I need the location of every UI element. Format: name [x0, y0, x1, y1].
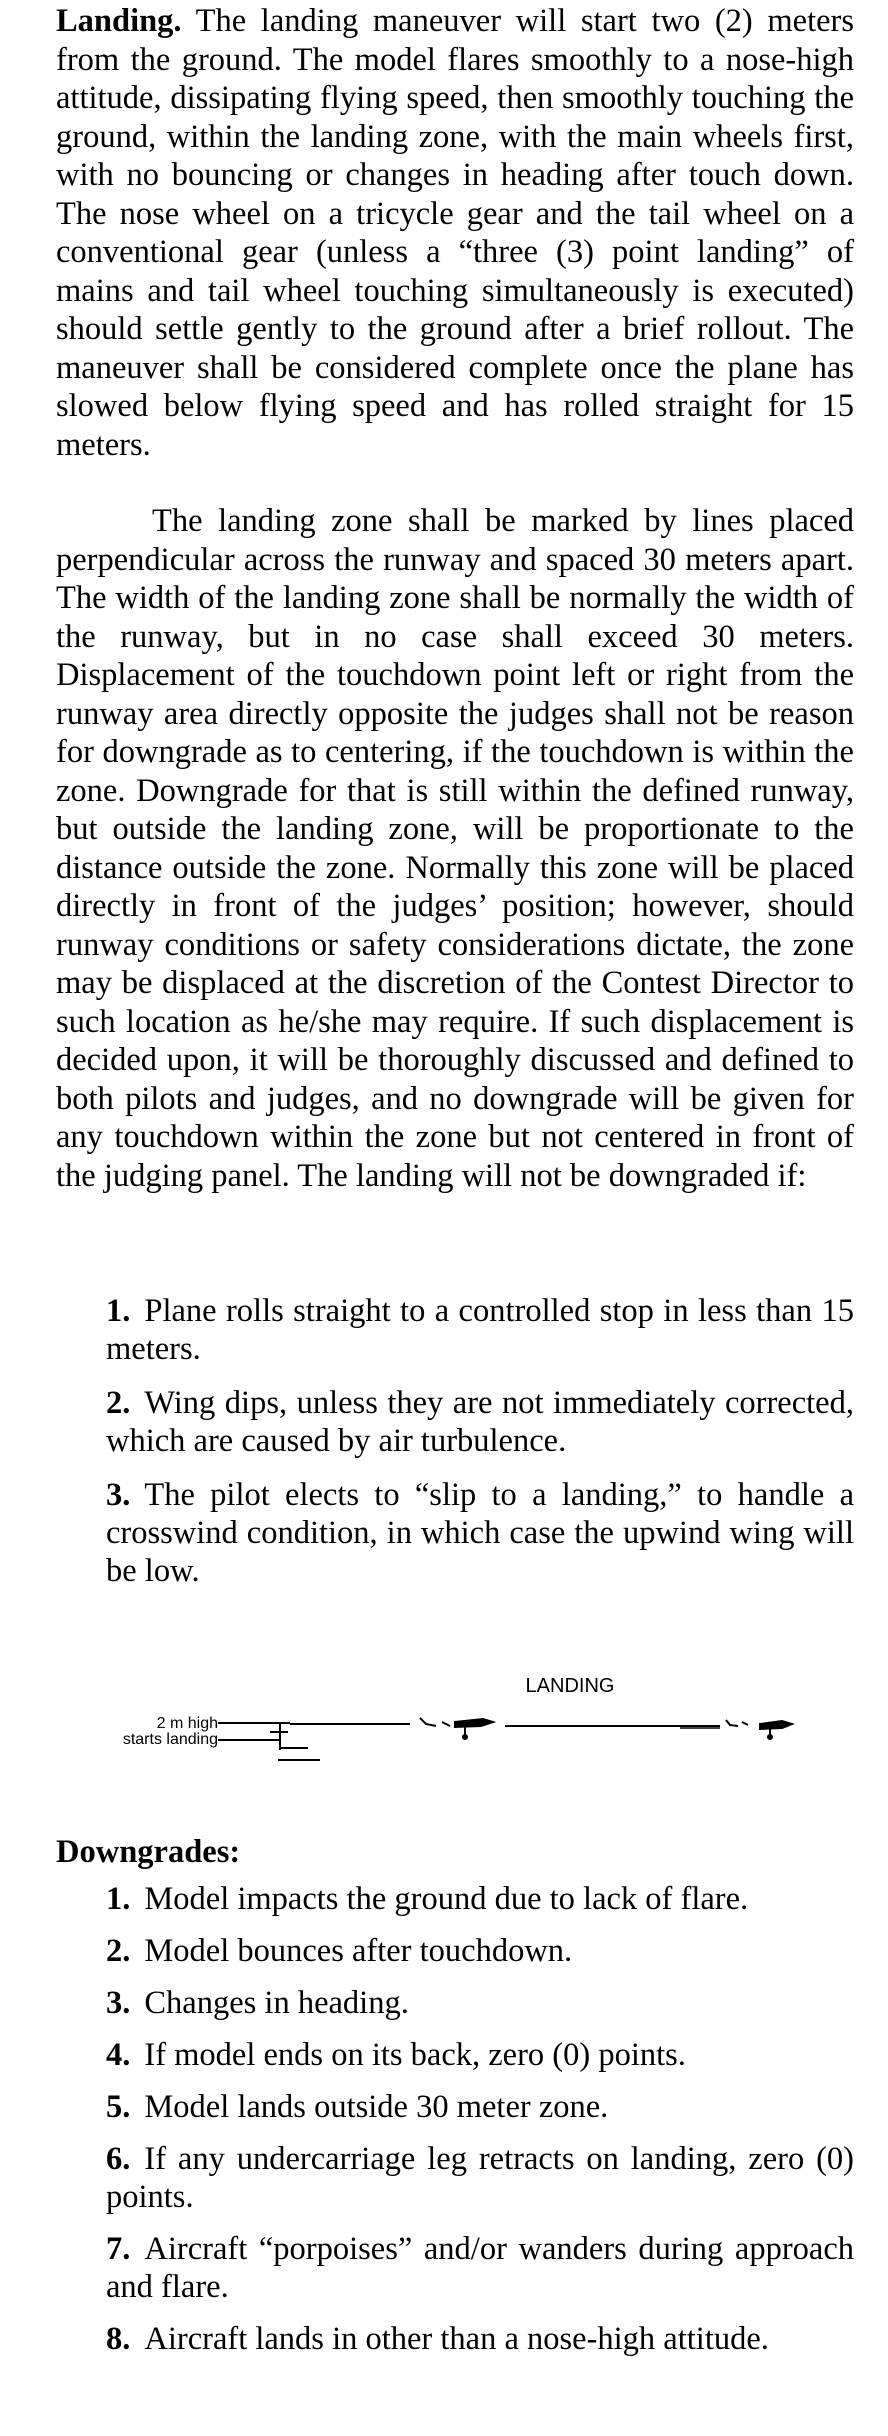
list-item	[106, 1476, 854, 1590]
list-item	[106, 1880, 854, 1918]
item-text: If model ends on its back, zero (0) points.	[144, 2037, 686, 2073]
item-number: 4.	[106, 2037, 131, 2073]
item-text: Changes in heading.	[144, 1985, 409, 2021]
item-text: Model bounces after touchdown.	[144, 1933, 573, 1969]
list-item	[106, 1932, 854, 1970]
list-item	[106, 1292, 854, 1368]
item-text: The pilot elects to “slip to a landing,” to handle a crosswind condition, in which case the upwind wing will be low.	[106, 1477, 854, 1589]
list-item	[106, 2088, 854, 2126]
item-number: 3.	[106, 1985, 131, 2021]
landing-diagram	[120, 1670, 840, 1770]
item-number: 1.	[106, 1293, 131, 1329]
plane-icon	[726, 1720, 792, 1739]
item-text: Wing dips, unless they are not immediately corrected, which are caused by air turbulence.	[106, 1385, 854, 1459]
list-item	[106, 2230, 854, 2306]
plane-icon	[420, 1718, 493, 1739]
landing-paragraph	[56, 2, 854, 464]
item-number: 2.	[106, 1933, 131, 1969]
section-title: Landing.	[56, 3, 182, 39]
diagram-title: LANDING	[525, 1675, 615, 1697]
list-item	[106, 1984, 854, 2022]
item-text: Model lands outside 30 meter zone.	[144, 2089, 609, 2125]
landing-zone-paragraph: The landing zone shall be marked by lines placed perpendicular across the runway and spaced 30 meters apart. The width of the landing zone shall be normally the width of the runway, but in no case shall exceed 30 meters. Displacement of the touchdown point left or right from the runway area directly opposite the judges shall not be reason for downgrade as to centering, if the touchdown is within the zone. Downgrade for that is still within the defined runway, but outside the landing zone, will be proportionate to the distance outside the zone. Normally this zone will be placed directly in front of the judges’ position; however, should runway conditions or safety considerations dictate, the zone may be displaced at the discretion of the Contest Director to such location as he/she may require. If such displacement is decided upon, it will be thoroughly discussed and defined to both pilots and judges, and no downgrade will be given for any touchdown within the zone but not centered in front of the judging panel. The landing will not be downgraded if:	[56, 503, 854, 1194]
list-item	[106, 2036, 854, 2074]
list-item	[106, 2140, 854, 2216]
landing-description: The landing maneuver will start two (2) meters from the ground. The model flares smoothly to a nose-high attitude, dissipating flying speed, then smoothly touching the ground, within the landing zone, with the main wheels first, with no bouncing or changes in heading after touch down. The nose wheel on a tricycle gear and the tail wheel on a conventional gear (unless a “three (3) point landing” of mains and tail wheel touching simultaneously is executed) should settle gently to the ground after a brief rollout. The maneuver shall be considered complete once the plane has slowed below flying speed and has rolled straight for 15 meters.	[56, 3, 854, 463]
item-number: 6.	[106, 2141, 131, 2177]
item-number: 1.	[106, 1881, 131, 1917]
item-number: 5.	[106, 2089, 131, 2125]
item-number: 3.	[106, 1477, 131, 1513]
item-text: Aircraft “porpoises” and/or wanders during approach and flare.	[106, 2231, 854, 2305]
list-item	[106, 1384, 854, 1460]
item-text: If any undercarriage leg retracts on landing, zero (0) points.	[106, 2141, 854, 2215]
item-number: 7.	[106, 2231, 131, 2267]
list-item	[106, 2320, 854, 2358]
diagram-label-height: 2 m high	[156, 1715, 218, 1732]
item-text: Plane rolls straight to a controlled stop in less than 15 meters.	[106, 1293, 854, 1367]
item-text: Aircraft lands in other than a nose-high attitude.	[144, 2321, 769, 2357]
exceptions-list	[106, 1292, 854, 1590]
diagram-label-start: starts landing	[122, 1731, 218, 1748]
downgrades-heading: Downgrades:	[56, 1834, 241, 1870]
item-number: 2.	[106, 1385, 131, 1421]
item-number: 8.	[106, 2321, 131, 2357]
item-text: Model impacts the ground due to lack of flare.	[144, 1881, 749, 1917]
downgrades-list	[106, 1880, 854, 2358]
height-marker	[218, 1723, 320, 1760]
